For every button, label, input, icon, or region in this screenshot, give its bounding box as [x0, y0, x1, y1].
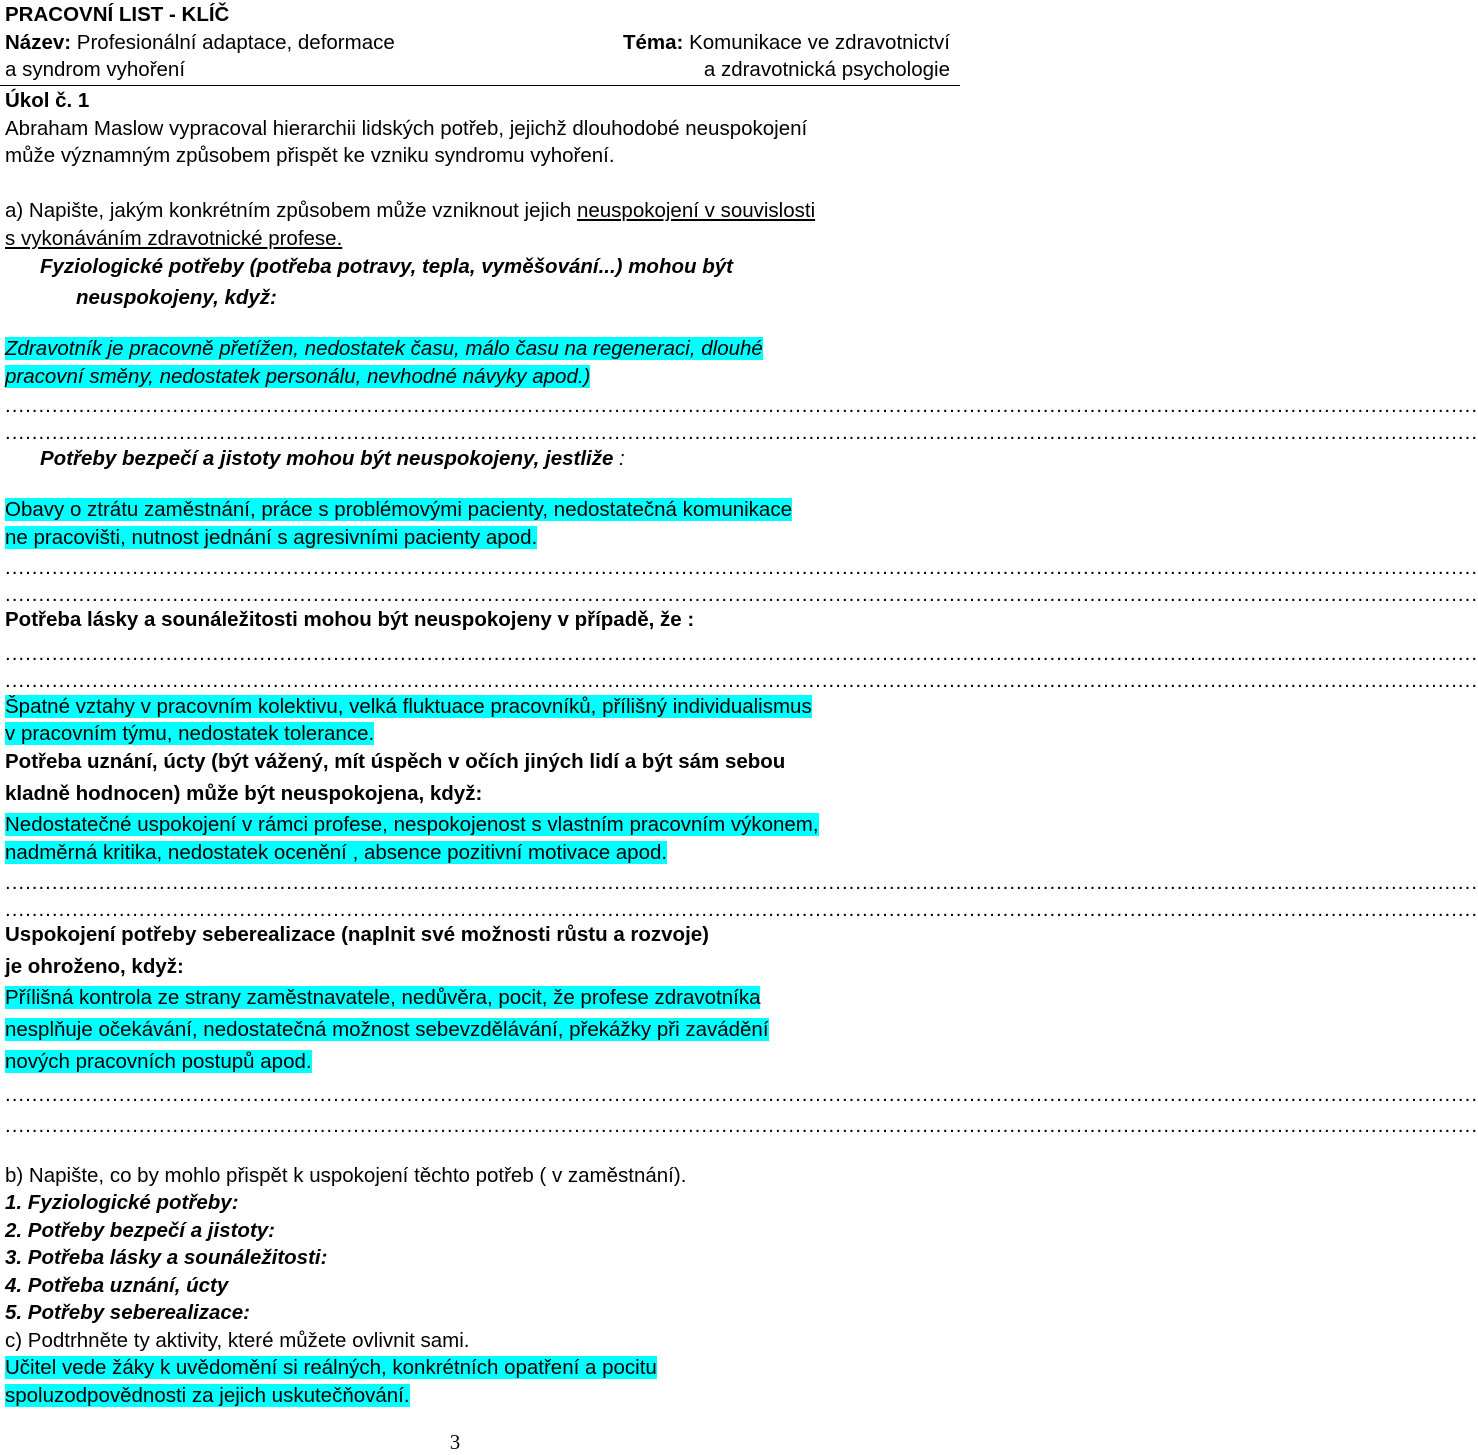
dotted-line: ............................................................................................................................................................................................................................ [5, 642, 1478, 665]
topic-value-1: Komunikace ve zdravotnictví [689, 31, 950, 54]
name-line-1 [5, 30, 395, 56]
love-question: Potřeba lásky a sounáležitosti mohou být neuspokojeny v případě, že : [5, 608, 695, 631]
need-item-3: 3. Potřeba lásky a sounáležitosti: [5, 1246, 328, 1269]
question-b: b) Napište, co by mohlo přispět k uspokojení těchto potřeb ( v zaměstnání). [5, 1164, 687, 1187]
question-c-answer-2: spoluzodpovědnosti za jejich uskutečňování. [5, 1384, 410, 1407]
need-item-2: 2. Potřeby bezpečí a jistoty: [5, 1219, 275, 1242]
esteem-answer-1: Nedostatečné uspokojení v rámci profese, nespokojenost s vlastním pracovním výkonem, [5, 813, 819, 836]
physiological-answer-2: pracovní směny, nedostatek personálu, nevhodné návyky apod.) [5, 365, 591, 388]
name-label: Název: [5, 31, 72, 54]
esteem-question-1: Potřeba uznání, úcty (být vážený, mít úspěch v očích jiných lidí a být sám sebou [5, 750, 786, 773]
dotted-line: ............................................................................................................................................................................................................................ [5, 1114, 1478, 1137]
topic-line-2: a zdravotnická psychologie [703, 58, 950, 81]
physiological-answer-1: Zdravotník je pracovně přetížen, nedostatek času, málo času na regeneraci, dlouhé [5, 337, 763, 360]
self-actualization-answer-2: nesplňuje očekávání, nedostatečná možnost sebevzdělávání, překážky při zavádění [5, 1018, 769, 1041]
header-divider [0, 85, 960, 86]
name-value-1: Profesionální adaptace, deformace [76, 31, 395, 54]
esteem-answer-2: nadměrná kritika, nedostatek ocenění , absence pozitivní motivace apod. [5, 841, 668, 864]
question-c-answer-1: Učitel vede žáky k uvědomění si reálných, konkrétních opatření a pocitu [5, 1356, 657, 1379]
task-intro-1: Abraham Maslow vypracoval hierarchii lidských potřeb, jejichž dlouhodobé neuspokojení [5, 117, 808, 140]
question-a-line-2: s vykonáváním zdravotnické profese. [5, 227, 343, 250]
page-number: 3 [449, 1430, 461, 1454]
self-actualization-question-2: je ohroženo, když: [5, 955, 184, 978]
physiological-question-1: Fyziologické potřeby (potřeba potravy, tepla, vyměšování...) mohou být [40, 255, 733, 278]
question-c: c) Podtrhněte ty aktivity, které můžete ovlivnit sami. [5, 1329, 470, 1352]
dotted-line: ............................................................................................................................................................................................................................ [5, 1083, 1478, 1106]
dotted-line: ............................................................................................................................................................................................................................ [5, 394, 1478, 417]
document-title: PRACOVNÍ LIST - KLÍČ [5, 3, 230, 26]
self-actualization-question-1: Uspokojení potřeby seberealizace (naplnit své možnosti růstu a rozvoje) [5, 923, 710, 946]
love-answer-1: Špatné vztahy v pracovním kolektivu, velká fluktuace pracovníků, přílišný individualismus [5, 695, 812, 718]
dotted-line: ............................................................................................................................................................................................................................ [5, 421, 1478, 444]
need-item-1: 1. Fyziologické potřeby: [5, 1191, 239, 1214]
self-actualization-answer-3: nových pracovních postupů apod. [5, 1050, 312, 1073]
dotted-line: ............................................................................................................................................................................................................................ [5, 583, 1478, 606]
task-intro-2: může významným způsobem přispět ke vzniku syndromu vyhoření. [5, 144, 615, 167]
physiological-question-2: neuspokojeny, když: [76, 286, 277, 309]
self-actualization-answer-1: Přílišná kontrola ze strany zaměstnavatele, nedůvěra, pocit, že profese zdravotníka [5, 986, 761, 1009]
need-item-4: 4. Potřeba uznání, úcty [5, 1274, 229, 1297]
topic-label: Téma: [622, 31, 684, 54]
esteem-question-2: kladně hodnocen) může být neuspokojena, když: [5, 782, 483, 805]
task-title: Úkol č. 1 [5, 89, 90, 112]
topic-line-1 [623, 30, 950, 56]
question-a-underlined: neuspokojení v souvislosti [576, 199, 816, 222]
dotted-line: ............................................................................................................................................................................................................................ [5, 669, 1478, 692]
safety-answer-2: ne pracovišti, nutnost jednání s agresivními pacienty apod. [5, 526, 538, 549]
dotted-line: ............................................................................................................................................................................................................................ [5, 556, 1478, 579]
need-item-5: 5. Potřeby seberealizace: [5, 1301, 250, 1324]
safety-answer-1: Obavy o ztrátu zaměstnání, práce s problémovými pacienty, nedostatečná komunikace [5, 498, 792, 521]
question-a-line-1 [5, 198, 815, 224]
dotted-line: ............................................................................................................................................................................................................................ [5, 871, 1478, 894]
name-line-2: a syndrom vyhoření [5, 58, 186, 81]
safety-question: Potřeby bezpečí a jistoty mohou být neuspokojeny, jestliže : [40, 447, 625, 470]
dotted-line: ............................................................................................................................................................................................................................ [5, 898, 1478, 921]
love-answer-2: v pracovním týmu, nedostatek tolerance. [5, 722, 375, 745]
question-a-text: a) Napište, jakým konkrétním způsobem může vzniknout jejich [5, 199, 577, 222]
